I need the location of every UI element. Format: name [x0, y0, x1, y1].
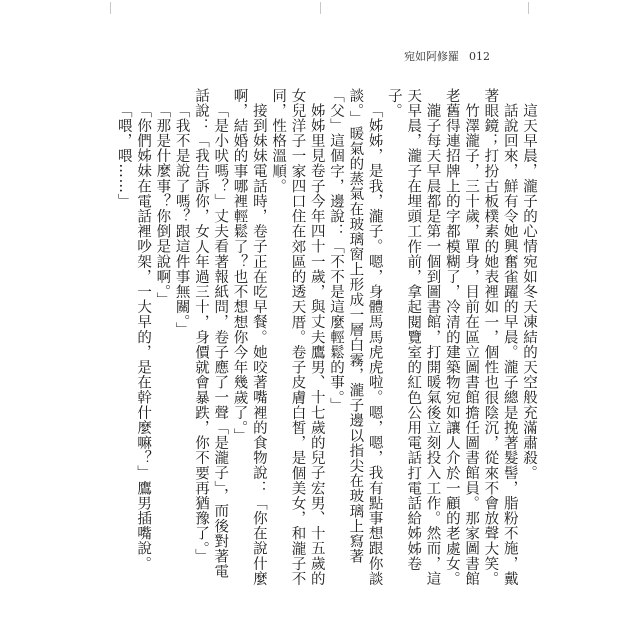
paragraph: 「你們姊妹在電話裡吵架，一大早的，是在幹什麼嘛？」鷹男插嘴說。 — [135, 102, 152, 571]
paragraph: 「我不是說了嗎？跟這件事無關。」 — [173, 102, 190, 337]
running-header — [404, 48, 490, 64]
paragraph: 接到妹妹電話時，卷子正在吃早餐。她咬著嘴裡的食物說：「你在說什麼啊，結婚的事哪裡輕鬆了？也不想想你今年幾歲了。」 — [231, 88, 267, 586]
crop-mark — [320, 2, 321, 14]
paragraph: 這天早晨，瀧子的心情宛如冬天凍結的天空般充滿肅殺。 — [521, 102, 537, 480]
crop-mark — [110, 2, 111, 14]
paragraph: 「是小吠嗎？」丈夫看著報紙問，卷子應了一聲「是瀧子」，而後對著電話說：「我告訴你，女人年過三十，身價就會暴跌，你不要再猶豫了。」 — [192, 88, 229, 579]
vertical-body-text — [115, 88, 538, 588]
paragraph: 「姊姊，是我，瀧子。嗯，身體馬馬虎虎啦。嗯，嗯，我有點事想跟你談談。」暖氣的蒸氣在玻璃窗上形成一層白霧，瀧子邊以指尖在玻璃上寫著「父」這個字，邊說：「不不是這麼輕鬆的事。」 — [328, 88, 383, 586]
paragraph: 竹澤瀧子，三十歲，單身，目前在區立圖書館擔任圖書館員。那家圖書館老舊得連招牌上的字都模糊了，冷清的建築物宛如讓人介於一顧的老處女。 — [443, 88, 480, 587]
paragraph: 瀧子每天早晨都是第一個到圖書館，打開暖氣後立刻投入工作。然而，這天早晨，瀧子在埋頭工作前，拿起閱覽室的紅色公用電話打電話給姊姊卷子。 — [385, 88, 441, 586]
paragraph: 話說回來，鮮有令她興奮雀躍的早晨。瀧子總是挽著髮髻，脂粉不施，戴著眼鏡；打扮古板樸素的她表裡如一，個性也很陰沉，從來不會放聲大笑。 — [482, 88, 518, 587]
paragraph: 姊姊里見卷子今年四十一歲，與丈夫鷹男、十七歲的兒子宏男、十五歲的女兒洋子一家四口住在郊區的透天厝。卷子皮膚白皙，是個美女，和瀧子不同，性格溫順。 — [270, 88, 325, 587]
page-number: 012 — [469, 50, 490, 63]
paragraph: 「喂，喂……」 — [115, 102, 132, 209]
crop-mark — [528, 2, 529, 14]
book-title: 宛如阿修羅 — [404, 50, 459, 63]
paragraph: 「那是什麼事？你倒是說啊。」 — [154, 102, 171, 307]
